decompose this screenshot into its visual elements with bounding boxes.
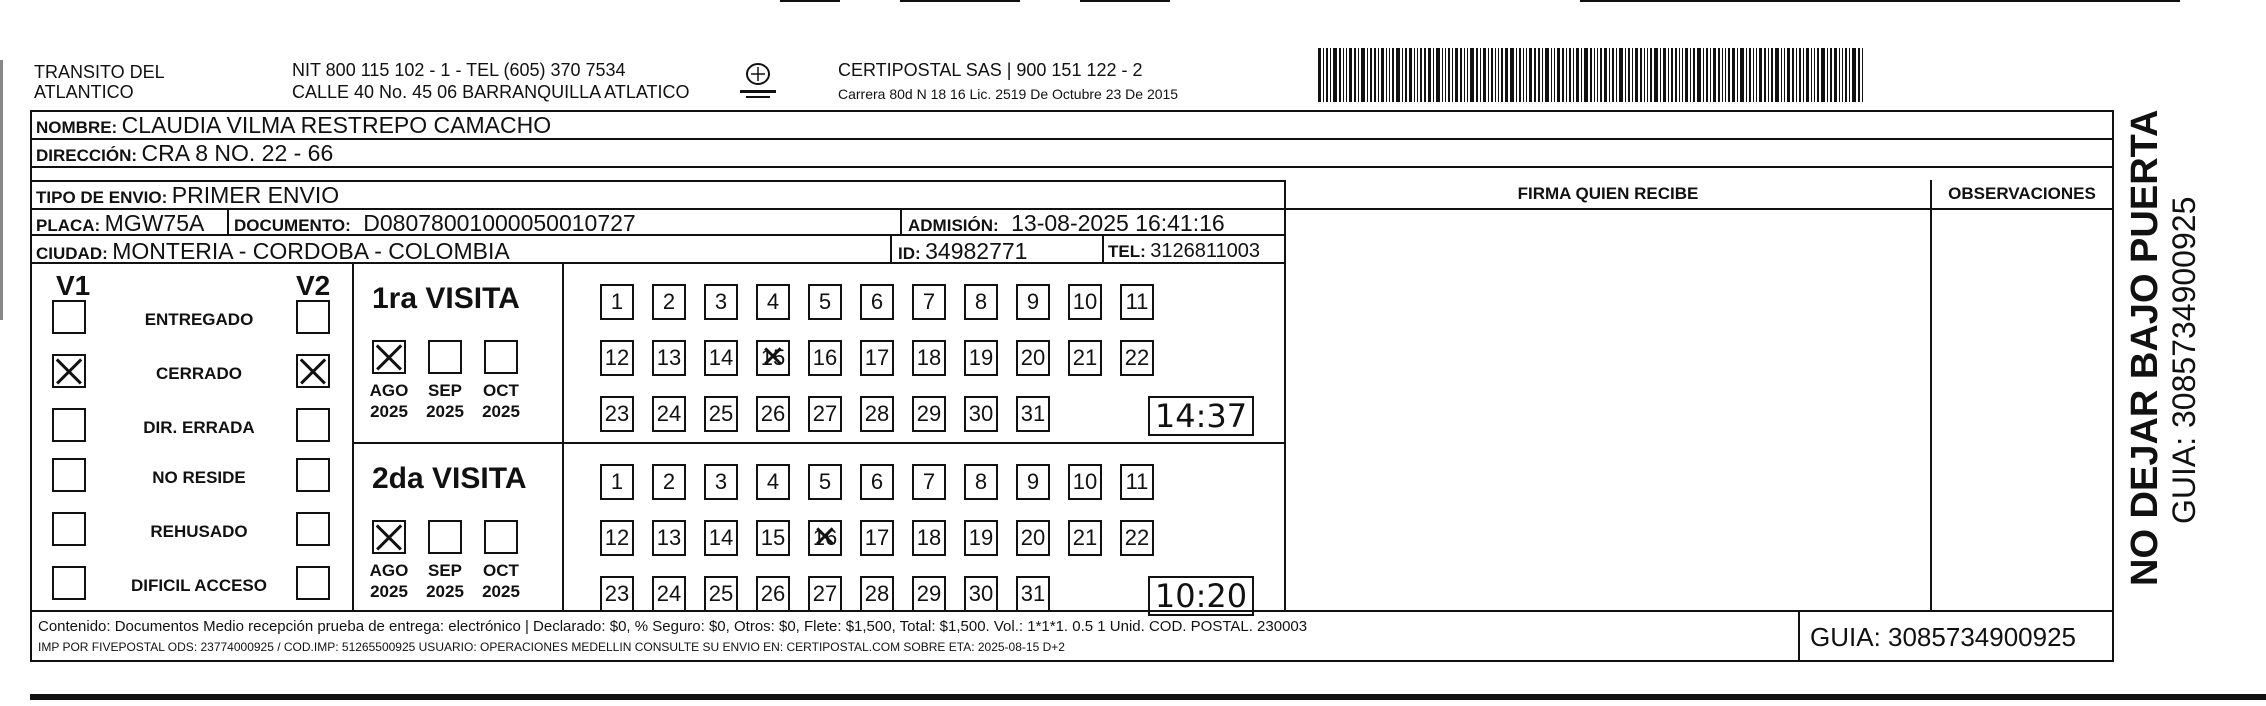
month-year: 2025 <box>370 582 408 601</box>
barcode-bar <box>1697 48 1701 102</box>
direccion-label: DIRECCIÓN: <box>36 146 138 165</box>
barcode-bar <box>1590 48 1592 102</box>
barcode-bar <box>1389 48 1390 102</box>
ciudad-cell <box>36 238 510 265</box>
nombre-row <box>36 112 551 139</box>
month-option <box>363 560 415 602</box>
day-box[interactable]: 25 <box>704 396 738 432</box>
barcode-bar <box>1619 48 1623 102</box>
barcode-bar <box>1693 48 1695 102</box>
day-box[interactable]: 13 <box>652 520 686 556</box>
barcode-bar <box>1414 48 1415 102</box>
v2-checkbox[interactable] <box>296 354 330 388</box>
day-box[interactable]: 5 <box>808 284 842 320</box>
day-box[interactable]: 24 <box>652 576 686 612</box>
v1-checkbox[interactable] <box>52 300 86 334</box>
barcode-bar <box>1718 48 1720 102</box>
day-box[interactable]: 12 <box>600 520 634 556</box>
month-checkbox[interactable] <box>484 340 518 374</box>
barcode-bar <box>1436 48 1440 102</box>
month-name: OCT <box>483 561 519 580</box>
barcode-bar <box>1635 48 1638 102</box>
barcode-bar <box>1839 48 1840 102</box>
day-box[interactable]: 8 <box>964 464 998 500</box>
barcode-bar <box>1784 48 1785 102</box>
barcode-bar <box>1849 48 1850 102</box>
tel-cell <box>1108 240 1260 263</box>
barcode-bar <box>1367 48 1368 102</box>
day-box[interactable]: 18 <box>912 520 946 556</box>
day-box[interactable]: 21 <box>1068 340 1102 376</box>
day-box[interactable]: 8 <box>964 284 998 320</box>
courier-license: Carrera 80d N 18 16 Lic. 2519 De Octubre 23 De 2015 <box>838 86 1179 102</box>
day-box[interactable]: 6 <box>860 464 894 500</box>
id-value: 34982771 <box>925 238 1028 264</box>
barcode-bar <box>1519 48 1521 102</box>
barcode-bar <box>1792 48 1794 102</box>
barcode-bar <box>1834 48 1837 102</box>
day-box[interactable]: 2 <box>652 284 686 320</box>
barcode-bar <box>1663 48 1666 102</box>
barcode-bar <box>1562 48 1564 102</box>
barcode-bar <box>1452 48 1453 102</box>
barcode-bar <box>1455 48 1458 102</box>
day-box[interactable]: 23 <box>600 396 634 432</box>
barcode-bar <box>1756 48 1757 102</box>
barcode-bar <box>1448 48 1450 102</box>
barcode-bar <box>1378 48 1379 102</box>
barcode-bar <box>1803 48 1804 102</box>
day-box[interactable]: 11 <box>1120 464 1154 500</box>
day-box[interactable]: 10 <box>1068 464 1102 500</box>
barcode-bar <box>1842 48 1843 102</box>
v1-header: V1 <box>56 270 91 301</box>
barcode-bar <box>1703 48 1704 102</box>
barcode-bar <box>1523 48 1524 102</box>
barcode-bar <box>1405 48 1407 102</box>
v1-checkbox[interactable] <box>52 566 86 600</box>
barcode-bar <box>1644 48 1645 102</box>
day-box[interactable]: 15 <box>756 520 790 556</box>
month-name: SEP <box>427 381 463 400</box>
barcode-bar <box>1354 48 1356 102</box>
barcode-bar <box>1417 48 1418 102</box>
tipo-label: TIPO DE ENVIO: <box>36 188 168 207</box>
day-box[interactable]: 22 <box>1120 340 1154 376</box>
barcode-bar <box>1740 48 1744 102</box>
day-box[interactable]: 6 <box>860 284 894 320</box>
barcode-bar <box>1505 48 1508 102</box>
barcode-bar <box>1597 48 1598 102</box>
status-label: REHUSADO <box>150 522 248 541</box>
barcode-bar <box>1737 48 1738 102</box>
barcode-bar <box>1349 48 1352 102</box>
barcode-bar <box>1647 48 1648 102</box>
barcode-bar <box>1796 48 1797 102</box>
day-box[interactable]: 1 <box>600 464 634 500</box>
barcode-bar <box>1488 48 1489 102</box>
v1-checkbox[interactable] <box>52 354 86 388</box>
day-box[interactable]: 25 <box>704 576 738 612</box>
day-box[interactable]: 12 <box>600 340 634 376</box>
barcode-bar <box>1781 48 1782 102</box>
barcode-bar <box>1668 48 1669 102</box>
barcode-bar <box>1476 48 1478 102</box>
day-box[interactable]: 7 <box>912 284 946 320</box>
barcode-bar <box>1814 48 1815 102</box>
tipo-row <box>36 182 339 209</box>
day-box[interactable]: 18 <box>912 340 946 376</box>
documento-label: DOCUMENTO: <box>234 216 351 235</box>
day-box[interactable]: 29 <box>912 396 946 432</box>
barcode-bar <box>1402 48 1403 102</box>
barcode-bar <box>1806 48 1809 102</box>
barcode-bar <box>1685 48 1688 102</box>
v2-checkbox[interactable] <box>296 408 330 442</box>
day-box[interactable]: 11 <box>1120 284 1154 320</box>
barcode-bar <box>1483 48 1486 102</box>
admision-value: 13-08-2025 16:41:16 <box>1011 210 1225 236</box>
nombre-label: NOMBRE: <box>36 118 118 137</box>
day-box[interactable]: 20 <box>1016 340 1050 376</box>
tel-value: 3126811003 <box>1150 240 1260 262</box>
day-box[interactable]: 26 <box>756 576 790 612</box>
barcode-bar <box>1821 48 1825 102</box>
barcode-bar <box>1339 48 1341 102</box>
barcode-bar <box>1445 48 1446 102</box>
barcode-bar <box>1746 48 1747 102</box>
barcode-bar <box>1498 48 1499 102</box>
barcode-bar <box>1690 48 1691 102</box>
day-box[interactable]: 28 <box>860 396 894 432</box>
barcode-bar <box>1428 48 1431 102</box>
month-name: OCT <box>483 381 519 400</box>
day-box[interactable]: 27 <box>808 576 842 612</box>
barcode-bar <box>1409 48 1412 102</box>
barcode-bar <box>1424 48 1426 102</box>
month-option <box>475 560 527 602</box>
courier-line: CERTIPOSTAL SAS | 900 151 122 - 2 <box>838 60 1143 80</box>
barcode-bar <box>1323 48 1324 102</box>
v2-checkbox[interactable] <box>296 512 330 546</box>
barcode-bar <box>1679 48 1680 102</box>
org-name-line1: TRANSITO DEL <box>34 62 165 82</box>
barcode-bar <box>1616 48 1617 102</box>
month-name: SEP <box>427 561 463 580</box>
barcode-bar <box>1358 48 1359 102</box>
status-label: DIFICIL ACCESO <box>130 576 267 595</box>
month-year: 2025 <box>370 402 408 421</box>
barcode-bar <box>1862 48 1863 102</box>
barcode-bar <box>1732 48 1735 102</box>
month-checkbox[interactable] <box>372 520 406 554</box>
visit-title: 2da VISITA <box>372 462 527 495</box>
day-box[interactable]: 19 <box>964 520 998 556</box>
barcode-bar <box>1749 48 1751 102</box>
barcode-bar <box>1538 48 1540 102</box>
barcode-bar <box>1381 48 1384 102</box>
day-box[interactable]: 9 <box>1016 284 1050 320</box>
id-cell <box>898 238 1027 265</box>
placa-label: PLACA: <box>36 216 101 235</box>
barcode-bar <box>1491 48 1493 102</box>
barcode-bar <box>1852 48 1856 102</box>
day-box[interactable]: 17 <box>860 520 894 556</box>
barcode-bar <box>1830 48 1832 102</box>
documento-cell <box>234 210 636 237</box>
barcode-bar <box>1725 48 1726 102</box>
barcode-bar <box>1510 48 1514 102</box>
footer-guia: GUIA: 3085734900925 <box>1810 622 2076 652</box>
day-box[interactable]: 3 <box>704 464 738 500</box>
barcode-bar <box>1480 48 1481 102</box>
barcode-bar <box>1764 48 1766 102</box>
barcode-bar <box>1600 48 1602 102</box>
barcode-bar <box>1584 48 1588 102</box>
status-label: DIR. ERRADA <box>143 418 255 437</box>
day-box[interactable]: 31 <box>1016 396 1050 432</box>
barcode-bar <box>1609 48 1610 102</box>
day-box[interactable]: 27 <box>808 396 842 432</box>
barcode-bar <box>1581 48 1582 102</box>
day-box[interactable]: 29 <box>912 576 946 612</box>
day-box[interactable]: 13 <box>652 340 686 376</box>
placa-cell <box>36 210 204 237</box>
barcode-bar <box>1361 48 1365 102</box>
barcode-bar <box>1817 48 1819 102</box>
barcode-bar <box>1827 48 1828 102</box>
month-option <box>363 380 415 422</box>
barcode-bar <box>1566 48 1567 102</box>
barcode-bar <box>1713 48 1716 102</box>
day-box[interactable]: 2 <box>652 464 686 500</box>
barcode-bar <box>1775 48 1779 102</box>
day-box[interactable]: 9 <box>1016 464 1050 500</box>
day-box[interactable]: 30 <box>964 396 998 432</box>
barcode-bar <box>1464 48 1465 102</box>
barcode-bar <box>1557 48 1560 102</box>
barcode-bar <box>1640 48 1642 102</box>
day-box[interactable]: 21 <box>1068 520 1102 556</box>
month-name: AGO <box>369 561 409 580</box>
v1-checkbox[interactable] <box>52 408 86 442</box>
barcode-bar <box>1612 48 1614 102</box>
barcode-bar <box>1333 48 1337 102</box>
day-box[interactable]: 4 <box>756 464 790 500</box>
admision-label: ADMISIÓN: <box>908 216 999 235</box>
visit-time: 10:20 <box>1148 576 1254 616</box>
visit-title: 1ra VISITA <box>372 282 520 315</box>
day-box[interactable]: 23 <box>600 576 634 612</box>
barcode-bar <box>1768 48 1769 102</box>
day-box[interactable]: 16 <box>808 340 842 376</box>
barcode-bar <box>1392 48 1394 102</box>
barcode-bar <box>1374 48 1376 102</box>
month-year: 2025 <box>426 582 464 601</box>
barcode-bar <box>1529 48 1532 102</box>
month-year: 2025 <box>482 402 520 421</box>
barcode-bar <box>1330 48 1331 102</box>
barcode-bar <box>1650 48 1652 102</box>
barcode-bar <box>1799 48 1801 102</box>
month-checkbox[interactable] <box>484 520 518 554</box>
nit-line: NIT 800 115 102 - 1 - TEL (605) 370 7534 <box>292 60 626 80</box>
barcode-bar <box>1460 48 1462 102</box>
barcode-bar <box>1343 48 1344 102</box>
barcode-bar <box>1542 48 1543 102</box>
barcode-icon <box>1318 48 1956 102</box>
direccion-row <box>36 140 333 167</box>
side-guia: GUIA: 3085734900925 <box>2166 196 2202 524</box>
barcode-bar <box>1706 48 1708 102</box>
barcode-bar <box>1845 48 1847 102</box>
barcode-bar <box>1787 48 1790 102</box>
day-box[interactable]: 14 <box>704 340 738 376</box>
day-box[interactable]: 24 <box>652 396 686 432</box>
address-line: CALLE 40 No. 45 06 BARRANQUILLA ATLATICO <box>292 82 690 102</box>
tipo-value: PRIMER ENVIO <box>171 182 340 208</box>
day-box[interactable]: 10 <box>1068 284 1102 320</box>
barcode-bar <box>1759 48 1762 102</box>
observaciones-area[interactable] <box>1934 212 2110 608</box>
month-checkbox[interactable] <box>428 340 462 374</box>
firma-header: FIRMA QUIEN RECIBE <box>1517 184 1699 203</box>
day-box[interactable]: 17 <box>860 340 894 376</box>
org-name-line2: ATLANTICO <box>34 82 134 102</box>
v2-checkbox[interactable] <box>296 458 330 492</box>
visit-time: 14:37 <box>1148 396 1254 436</box>
barcode-bar <box>1753 48 1754 102</box>
barcode-bar <box>1660 48 1661 102</box>
month-option <box>475 380 527 422</box>
tel-label: TEL: <box>1108 242 1146 261</box>
day-box[interactable]: 19 <box>964 340 998 376</box>
month-checkbox[interactable] <box>372 340 406 374</box>
month-year: 2025 <box>482 582 520 601</box>
barcode-bar <box>1604 48 1607 102</box>
barcode-bar <box>1594 48 1595 102</box>
day-box[interactable]: 14 <box>704 520 738 556</box>
status-label: NO RESIDE <box>152 468 246 487</box>
day-box[interactable]: 22 <box>1120 520 1154 556</box>
barcode-bar <box>1442 48 1443 102</box>
barcode-bar <box>1433 48 1434 102</box>
barcode-bar <box>1554 48 1555 102</box>
barcode-bar <box>1516 48 1517 102</box>
barcode-bar <box>1728 48 1730 102</box>
v2-checkbox[interactable] <box>296 566 330 600</box>
barcode-bar <box>1386 48 1387 102</box>
barcode-bar <box>1420 48 1422 102</box>
day-box[interactable]: 7 <box>912 464 946 500</box>
status-label: CERRADO <box>156 364 242 383</box>
barcode-bar <box>1858 48 1860 102</box>
day-box[interactable]: 3 <box>704 284 738 320</box>
signature-area[interactable] <box>1288 212 1928 608</box>
barcode-bar <box>1628 48 1630 102</box>
ciudad-value: MONTERIA - CORDOBA - COLOMBIA <box>112 238 510 264</box>
ciudad-label: CIUDAD: <box>36 244 108 263</box>
v2-checkbox[interactable] <box>296 300 330 334</box>
barcode-bar <box>1573 48 1574 102</box>
day-box[interactable]: 4 <box>756 284 790 320</box>
footer-contenido: Contenido: Documentos Medio recepción prueba de entrega: electrónico | Declarado: $0, % Seguro: $0, Otros: $0, Flete: $1,500, Total: $1,500. Vol.: 1*1*1. 0.5 1 Unid. COD. POSTAL. 230003 <box>38 618 1308 635</box>
placa-value: MGW75A <box>104 210 205 236</box>
barcode-bar <box>1545 48 1549 102</box>
barcode-bar <box>1569 48 1571 102</box>
day-box[interactable]: 1 <box>600 284 634 320</box>
admision-cell <box>908 210 1225 237</box>
barcode-bar <box>1576 48 1579 102</box>
documento-value: D08078001000050010727 <box>363 210 636 236</box>
day-box[interactable]: 5 <box>808 464 842 500</box>
barcode-bar <box>1370 48 1372 102</box>
day-box[interactable]: 30 <box>964 576 998 612</box>
barcode-bar <box>1467 48 1468 102</box>
nombre-value: CLAUDIA VILMA RESTREPO CAMACHO <box>121 112 552 138</box>
barcode-bar <box>1501 48 1503 102</box>
barcode-bar <box>1675 48 1677 102</box>
barcode-bar <box>1396 48 1400 102</box>
no-dejar-warning: NO DEJAR BAJO PUERTA <box>2124 109 2166 586</box>
month-year: 2025 <box>426 402 464 421</box>
footer-imp: IMP POR FIVEPOSTAL ODS: 23774000925 / COD.IMP: 51265500925 USUARIO: OPERACIONES MEDELLIN CONSULTE SU ENVIO EN: CERTIPOSTAL.COM SOBRE ETA: 2025-08-15 D+2 <box>38 640 1065 654</box>
barcode-bar <box>1710 48 1711 102</box>
direccion-value: CRA 8 NO. 22 - 66 <box>141 140 334 166</box>
day-box[interactable]: 26 <box>756 396 790 432</box>
day-box[interactable]: 28 <box>860 576 894 612</box>
barcode-bar <box>1625 48 1626 102</box>
barcode-bar <box>1326 48 1328 102</box>
barcode-bar <box>1495 48 1496 102</box>
observaciones-header: OBSERVACIONES <box>1948 184 2096 203</box>
month-option <box>419 380 471 422</box>
certipostal-logo-icon <box>736 58 780 102</box>
day-box[interactable]: 20 <box>1016 520 1050 556</box>
id-label: ID: <box>898 244 921 263</box>
month-checkbox[interactable] <box>428 520 462 554</box>
barcode-bar <box>1722 48 1723 102</box>
v1-checkbox[interactable] <box>52 512 86 546</box>
barcode-bar <box>1654 48 1658 102</box>
day-box[interactable]: 31 <box>1016 576 1050 612</box>
month-option <box>419 560 471 602</box>
barcode-bar <box>1526 48 1527 102</box>
barcode-bar <box>1811 48 1812 102</box>
barcode-bar <box>1671 48 1673 102</box>
barcode-bar <box>1470 48 1474 102</box>
month-name: AGO <box>369 381 409 400</box>
barcode-bar <box>1534 48 1536 102</box>
v2-header: V2 <box>296 270 331 301</box>
day-box[interactable]: 16 ✕ <box>808 520 842 556</box>
v1-checkbox[interactable] <box>52 458 86 492</box>
barcode-bar <box>1346 48 1347 102</box>
barcode-bar <box>1551 48 1552 102</box>
barcode-bar <box>1771 48 1773 102</box>
barcode-bar <box>1682 48 1683 102</box>
barcode-bar <box>1318 48 1321 102</box>
day-box[interactable]: 15 ✕ <box>756 340 790 376</box>
barcode-bar <box>1632 48 1633 102</box>
status-label: ENTREGADO <box>144 310 254 329</box>
